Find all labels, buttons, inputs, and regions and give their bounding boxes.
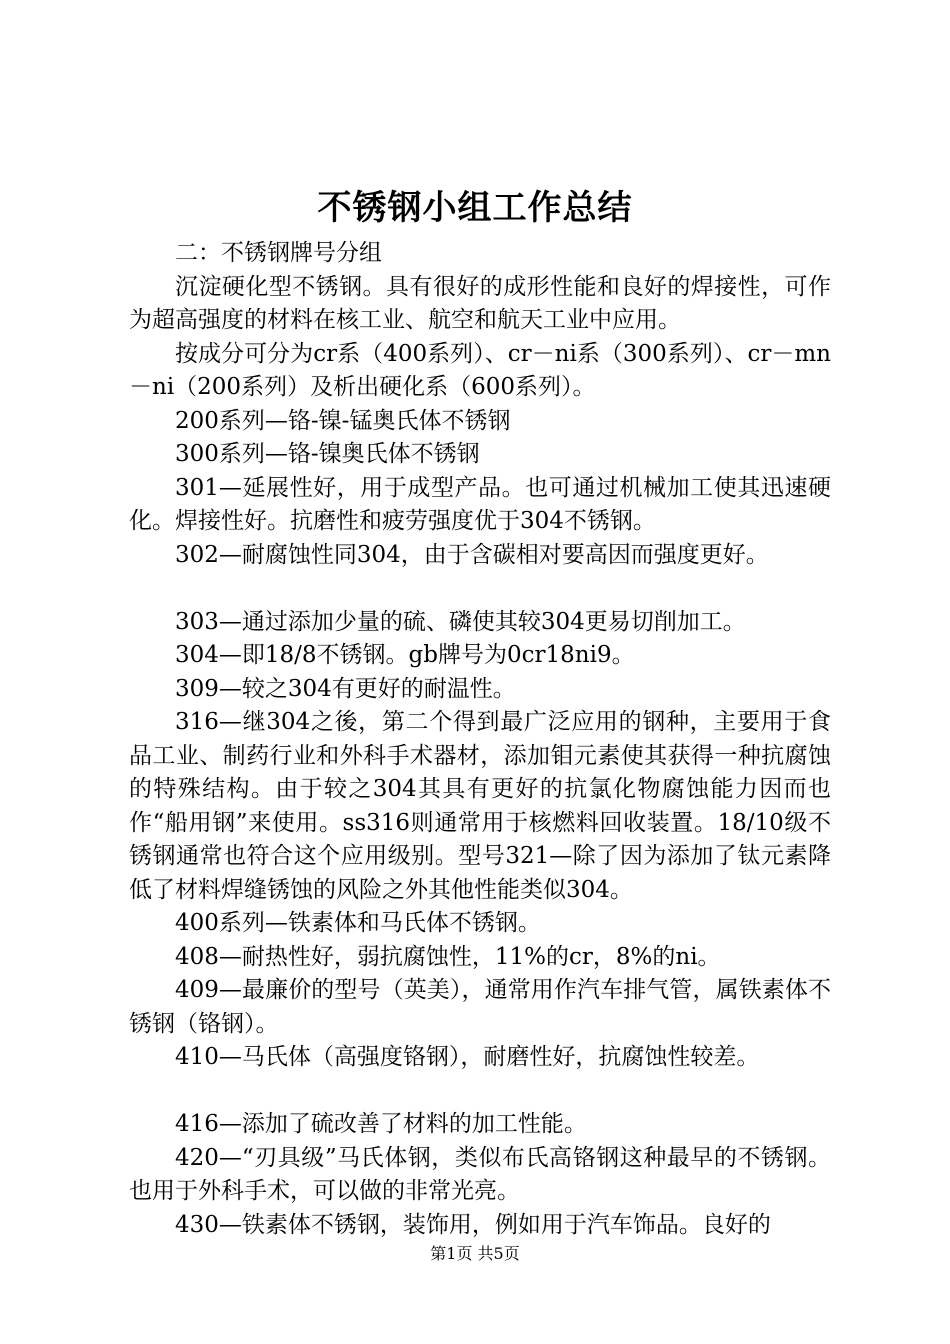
blank-line bbox=[129, 1075, 831, 1109]
paragraph: 309—较之304有更好的耐温性。 bbox=[175, 675, 516, 702]
paragraph: 沉淀硬化型不锈钢。具有很好的成形性能和良好的焊接性，可作为超高强度的材料在核工业、航空和航天工业中应用。 bbox=[129, 273, 831, 333]
paragraph: 300系列—铬-镍奥氏体不锈钢 bbox=[175, 441, 480, 467]
paragraph: 304—即18/8不锈钢。gb牌号为0cr18ni9。 bbox=[175, 642, 635, 668]
paragraph: 200系列—铬-镍-锰奥氏体不锈钢 bbox=[175, 407, 511, 434]
paragraph: 按成分可分为cr系（400系列）、cr－ni系（300系列）、cr－mn－ni（200系列）及析出硬化系（600系列）。 bbox=[129, 340, 831, 400]
document-title: 不锈钢小组工作总结 bbox=[317, 188, 633, 228]
paragraph: 301—延展性好，用于成型产品。也可通过机械加工使其迅速硬化。焊接性好。抗磨性和疲劳强度优于304不锈钢。 bbox=[129, 474, 831, 534]
paragraph: 二：不锈钢牌号分组 bbox=[175, 240, 382, 266]
paragraph: 302—耐腐蚀性同304，由于含碳相对要高因而强度更好。 bbox=[175, 541, 769, 568]
paragraph: 303—通过添加少量的硫、磷使其较304更易切削加工。 bbox=[175, 608, 746, 635]
blank-line bbox=[129, 572, 831, 606]
paragraph: 409—最廉价的型号（英美），通常用作汽车排气管，属铁素体不锈钢（铬钢）。 bbox=[129, 977, 831, 1037]
document-body bbox=[129, 237, 831, 1242]
paragraph: 400系列—铁素体和马氏体不锈钢。 bbox=[175, 910, 541, 936]
paragraph: 410—马氏体（高强度铬钢），耐磨性好，抗腐蚀性较差。 bbox=[175, 1044, 760, 1070]
paragraph: 316—继304之後，第二个得到最广泛应用的钢种，主要用于食品工业、制药行业和外科手术器材，添加钼元素使其获得一种抗腐蚀的特殊结构。由于较之304其具有更好的抗氯化物腐蚀能力因而也作“船用钢”来使用。ss316则通常用于核燃料回收装置。18/10级不锈钢通常也符合这个应用级别。型号321—除了因为添加了钛元素降低了材料焊缝锈蚀的风险之外其他性能类似304。 bbox=[129, 709, 831, 903]
paragraph: 408—耐热性好，弱抗腐蚀性，11%的cr，8%的ni。 bbox=[175, 943, 721, 970]
page-footer: 第1页 共5页 bbox=[430, 1244, 520, 1263]
paragraph: 416—添加了硫改善了材料的加工性能。 bbox=[175, 1111, 587, 1137]
paragraph: 430—铁素体不锈钢，装饰用，例如用于汽车饰品。良好的 bbox=[175, 1211, 771, 1238]
paragraph: 420—“刃具级”马氏体钢，类似布氏高铬钢这种最早的不锈钢。也用于外科手术，可以做的非常光亮。 bbox=[129, 1144, 831, 1204]
